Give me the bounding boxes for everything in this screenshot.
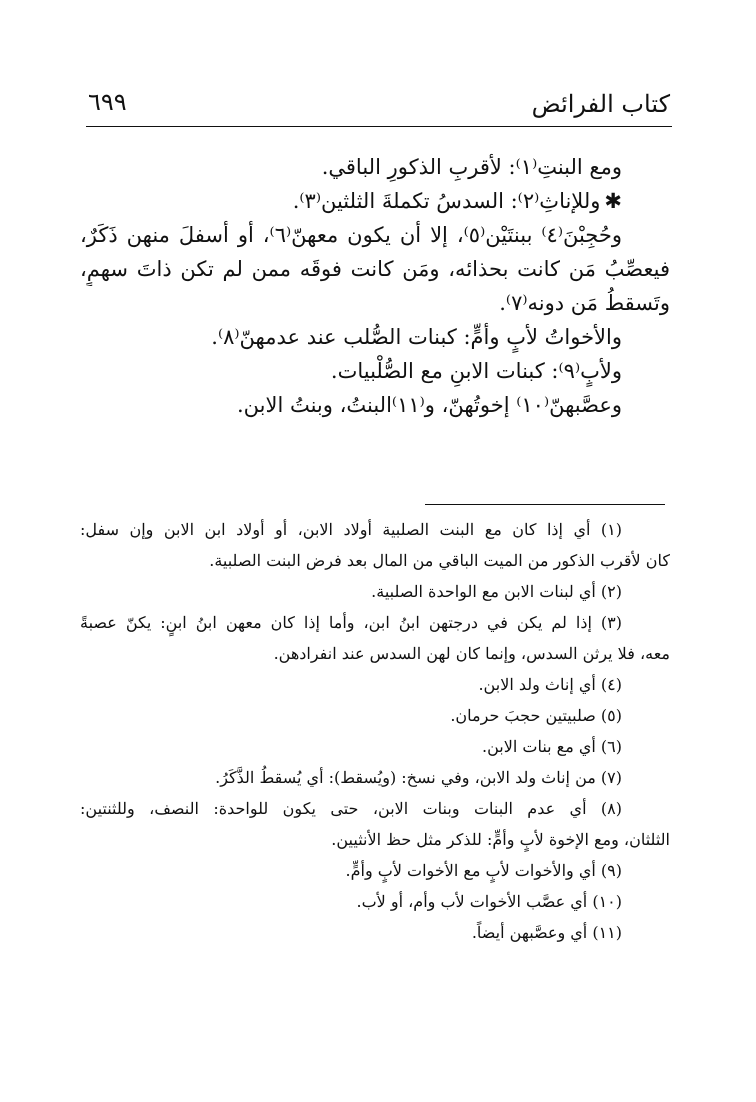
main-line: فيعصِّبُ مَن كانت بحذائه، ومَن كانت فوقَه ممن لم تكن ذاتَ سهمٍ، bbox=[80, 257, 670, 281]
footnote-line: الثلثان، ومع الإخوة لأبٍ وأمٍّ: للذكر مثل حظ الأنثيين. bbox=[331, 830, 670, 849]
footnote-line: معه، فلا يرثن السدس، وإنما كان لهن السدس عند انفرادهن. bbox=[273, 644, 670, 663]
section-star-icon: ✱ bbox=[604, 189, 622, 213]
main-line: ولأبٍ⁽٩⁾: كبنات الابنِ مع الصُّلْبيات. bbox=[330, 359, 622, 383]
main-line: وللإناثِ⁽٢⁾: السدسُ تكملةَ الثلثين⁽٣⁾. bbox=[292, 189, 601, 213]
footnote-line: (٥) صلبيتين حجبَ حرمان. bbox=[450, 706, 622, 725]
footnote-line: (٧) من إناث ولد الابن، وفي نسخ: (ويُسقط): أي يُسقطُ الذَّكَرُ. bbox=[215, 768, 622, 787]
footnote-line: (١١) أي وعصَّبهن أيضاً. bbox=[471, 923, 622, 942]
footnote-line: (٤) أي إناث ولد الابن. bbox=[478, 675, 622, 694]
footnote-divider bbox=[425, 504, 665, 505]
page-number: ٦٩٩ bbox=[88, 88, 127, 116]
main-line: وعصَّبهنّ⁽١٠⁾ إخوتُهنّ، و⁽١١⁾البنتُ، وبنتُ الابن. bbox=[236, 393, 622, 417]
footnote-line: (١) أي إذا كان مع البنت الصلبية أولاد الابن، أو أولاد ابن الابن وإن سفل: bbox=[80, 520, 622, 539]
footnote-line: (٨) أي عدم البنات وبنات الابن، حتى يكون للواحدة: النصف، وللثنتين: bbox=[80, 799, 623, 818]
footnotes bbox=[80, 514, 670, 948]
main-line: والأخواتُ لأبٍ وأمٍّ: كبنات الصُّلب عند عدمهنّ⁽٨⁾. bbox=[211, 325, 622, 349]
main-line: وحُجِبْنَ⁽٤⁾ ببنتَيْن⁽٥⁾، إلا أن يكون معهنّ⁽٦⁾، أو أسفلَ منهن ذَكَرٌ، bbox=[80, 223, 622, 247]
footnote-line: (١٠) أي عصَّب الأخوات لأب وأم، أو لأب. bbox=[356, 892, 622, 911]
main-line-section bbox=[80, 184, 670, 218]
main-line: وتَسقطُ مَن دونه⁽٧⁾. bbox=[499, 291, 670, 315]
footnote-line: (٣) إذا لم يكن في درجتهن ابنُ ابن، وأما إذا كان معهن ابنُ ابنٍ: يكنّ عصبةً bbox=[80, 613, 622, 632]
main-text bbox=[80, 150, 670, 422]
main-line: ومع البنتِ⁽١⁾: لأقربِ الذكورِ الباقي. bbox=[321, 155, 622, 179]
chapter-title: كتاب الفرائض bbox=[531, 90, 670, 118]
footnote-line: (٩) أي والأخوات لأبٍ مع الأخوات لأبٍ وأمٍّ. bbox=[345, 861, 622, 880]
page-header bbox=[86, 86, 672, 127]
footnote-line: (٦) أي مع بنات الابن. bbox=[482, 737, 622, 756]
footnote-line: كان لأقرب الذكور من الميت الباقي من المال بعد فرض البنت الصلبية. bbox=[209, 551, 670, 570]
footnote-line: (٢) أي لبنات الابن مع الواحدة الصلبية. bbox=[371, 582, 622, 601]
